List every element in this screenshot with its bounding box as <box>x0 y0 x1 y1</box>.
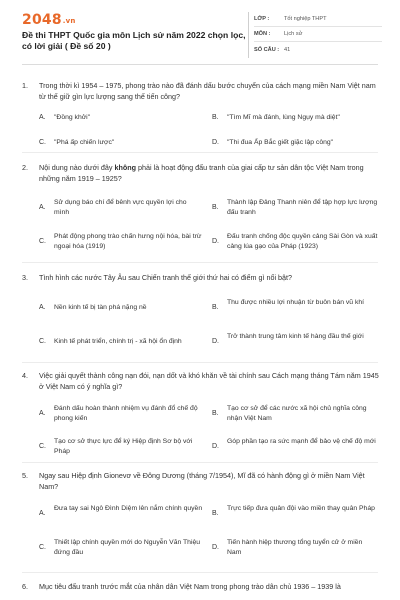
option-text: Trực tiếp đưa quân đội vào miền thay quân Pháp <box>227 505 375 512</box>
option-text: Phát động phong trào chấn hưng nội hóa, bài trừ ngoại hóa (1919) <box>54 233 202 250</box>
option-letter: A. <box>39 204 46 211</box>
option-text: Đấu tranh chống độc quyền cảng Sài Gòn và xuất cảng lúa gạo của Pháp (1923) <box>227 233 378 250</box>
question-number: 2. <box>22 163 28 172</box>
option-letter: D. <box>212 139 219 146</box>
question-divider <box>22 152 378 153</box>
option-letter: A. <box>39 410 46 417</box>
option-letter: B. <box>212 114 219 121</box>
emphasis-not: không <box>114 163 137 172</box>
document-title: Đề thi THPT Quốc gia môn Lịch sử năm 2022 chọn lọc, có lời giải ( Đề số 20 ) <box>22 30 246 51</box>
question-divider <box>22 572 378 573</box>
header-rule <box>22 64 378 65</box>
option-letter: B. <box>212 304 219 311</box>
option-letter: C. <box>39 139 46 146</box>
option-text: Kinh tế phát triển, chính trị - xã hội ổn định <box>54 338 182 345</box>
option-text: "Tìm Mĩ mà đánh, lùng Ngụy mà diệt" <box>227 114 340 121</box>
option-text: "Đồng khởi" <box>54 114 91 121</box>
meta-row-subject <box>254 27 382 42</box>
option-letter: A. <box>39 304 46 311</box>
site-logo[interactable]: 2048.vn <box>22 12 76 28</box>
option-text: Nền kinh tế bị tàn phá nặng nề <box>54 304 147 311</box>
option-text: Thành lập Đảng Thanh niên để tập hợp lực lượng đấu tranh <box>227 199 378 216</box>
option-text: Góp phần tạo ra sức mạnh để bảo vệ chế độ mới <box>227 438 376 445</box>
option-letter: C. <box>39 338 46 345</box>
option-letter: D. <box>212 443 219 450</box>
question-text: Việc giải quyết thành công nạn đói, nạn dốt và khó khăn về tài chính sau Cách mạng tháng Tám năm 1945 ở Việt Nam có ý nghĩa gì? <box>39 371 379 391</box>
option-text: Thu được nhiều lợi nhuận từ buôn bán vũ khí <box>227 299 365 306</box>
option-letter: D. <box>212 238 219 245</box>
question-divider <box>22 262 378 263</box>
option-letter: D. <box>212 544 219 551</box>
option-text: Tạo cơ sở thực lực để ký Hiệp định Sơ bộ với Pháp <box>54 438 193 455</box>
option-letter: B. <box>212 204 219 211</box>
option-letter: A. <box>39 510 46 517</box>
option-text: "Phá ấp chiến lược" <box>54 139 115 146</box>
header-divider <box>248 12 249 58</box>
meta-row-count <box>254 42 382 57</box>
meta-label: SỐ CÂU : <box>254 46 280 53</box>
option-letter: B. <box>212 410 219 417</box>
question-text: Tình hình các nước Tây Âu sau Chiến tranh thế giới thứ hai có điểm gì nổi bật? <box>39 273 293 282</box>
meta-label: MÔN : <box>254 31 271 37</box>
option-text: Tạo cơ sở để các nước xã hội chủ nghĩa công nhận Việt Nam <box>227 405 367 422</box>
option-letter: A. <box>39 114 46 121</box>
option-text: "Thi đua Ấp Bắc giết giặc lập công" <box>227 139 334 146</box>
question-text: Mục tiêu đấu tranh trước mắt của nhân dân Việt Nam trong phong trào dân chủ 1936 – 1939 là <box>39 582 341 591</box>
option-letter: C. <box>39 544 46 551</box>
option-text: Thiết lập chính quyền mới do Nguyễn Văn Thiệu đứng đầu <box>54 539 201 556</box>
meta-row-class <box>254 12 382 27</box>
question-number: 3. <box>22 273 28 282</box>
option-letter: C. <box>39 238 46 245</box>
question-number: 6. <box>22 582 28 591</box>
doc-header <box>0 0 400 62</box>
option-text: Trở thành trung tâm kinh tế hàng đầu thế giới <box>227 333 364 340</box>
question-text: Ngay sau Hiệp định Gionevơ về Đông Dương (tháng 7/1954), Mĩ đã có hành động gì ở miền Nam Việt Nam? <box>39 471 365 491</box>
question-number: 4. <box>22 371 28 380</box>
meta-label: LỚP : <box>254 16 270 22</box>
meta-info <box>254 12 382 57</box>
option-text: Tiến hành hiệp thương tổng tuyển cử ở miền Nam <box>227 539 363 556</box>
option-text: Sử dụng báo chí để bênh vực quyền lợi cho mình <box>54 199 187 216</box>
option-letter: B. <box>212 510 219 517</box>
meta-value: 41 <box>284 46 291 53</box>
option-letter: C. <box>39 443 46 450</box>
meta-value: Lịch sử <box>284 31 303 37</box>
question-number: 5. <box>22 471 28 480</box>
question-text: Trong thời kì 1954 – 1975, phong trào nào đã đánh dấu bước chuyển của cách mạng miền Nam Việt nam từ thế giữ gìn lực lượng sang thế tiến công? <box>39 81 376 101</box>
option-text: Đánh dấu hoàn thành nhiệm vụ đánh đổ chế độ phong kiến <box>54 405 198 422</box>
meta-value: Tốt nghiệp THPT <box>284 16 327 22</box>
question-divider <box>22 362 378 363</box>
option-letter: D. <box>212 338 219 345</box>
question-number: 1. <box>22 81 28 90</box>
question-divider <box>22 462 378 463</box>
option-text: Đưa tay sai Ngô Đình Diệm lên nắm chính quyền <box>54 505 203 512</box>
question-text: Nội dung nào dưới đây không phải là hoạt động đấu tranh của giai cấp tư sản dân tộc Việt Nam trong những năm 1919 – 1925? <box>39 163 364 183</box>
